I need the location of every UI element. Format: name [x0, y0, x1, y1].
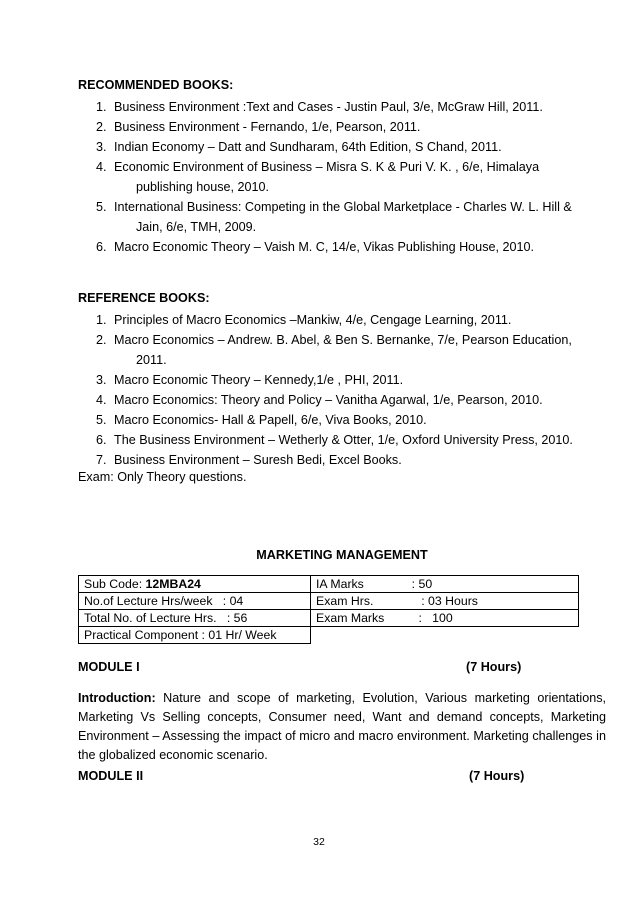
list-item: 3. Indian Economy – Datt and Sundharam, 64th Edition, S Chand, 2011.: [96, 140, 502, 154]
recommended-books-heading: RECOMMENDED BOOKS:: [78, 78, 234, 92]
list-item: 1. Business Environment :Text and Cases - Justin Paul, 3/e, McGraw Hill, 2011.: [96, 100, 543, 114]
module-1-hours: (7 Hours): [466, 660, 522, 674]
page-number: 32: [313, 836, 325, 848]
lecture-hrs-cell: No.of Lecture Hrs/week : 04: [79, 593, 311, 610]
sub-code-value: 12MBA24: [145, 576, 201, 591]
list-item: 4. Macro Economics: Theory and Policy – Vanitha Agarwal, 1/e, Pearson, 2010.: [96, 393, 543, 407]
module-2-title: MODULE II: [78, 769, 144, 783]
intro-text: Nature and scope of marketing, Evolution, Various marketing orientations, Marketing Vs Selling concepts, Consumer need, Want and demand concepts, Marketing Environment – Assessing the impact of micro and macro environment. Marketing challenges in the globalized economic scenario.: [78, 691, 606, 762]
empty-cell: [311, 627, 579, 644]
list-item: 2. Macro Economics – Andrew. B. Abel, & Ben S. Bernanke, 7/e, Pearson Education, 2011.: [96, 333, 572, 367]
recommended-books-list: [96, 97, 607, 257]
total-hrs-cell: Total No. of Lecture Hrs. : 56: [79, 610, 311, 627]
subject-details-table: [78, 575, 579, 644]
sub-code-cell: Sub Code: 12MBA24: [79, 576, 311, 593]
module-1-title: MODULE I: [78, 660, 140, 674]
reference-books-heading: REFERENCE BOOKS:: [78, 291, 210, 305]
list-item: 5. International Business: Competing in the Global Marketplace - Charles W. L. Hill & Jain, 6/e, TMH, 2009.: [96, 200, 572, 234]
exam-marks-cell: Exam Marks : 100: [311, 610, 579, 627]
list-item: 5. Macro Economics- Hall & Papell, 6/e, Viva Books, 2010.: [96, 413, 427, 427]
list-item: 1. Principles of Macro Economics –Mankiw, 4/e, Cengage Learning, 2011.: [96, 313, 512, 327]
practical-cell: Practical Component : 01 Hr/ Week: [79, 627, 311, 644]
exam-note: Exam: Only Theory questions.: [78, 470, 247, 484]
ia-marks-cell: IA Marks : 50: [311, 576, 579, 593]
module-1-content: [78, 689, 606, 765]
list-item: 2. Business Environment - Fernando, 1/e, Pearson, 2011.: [96, 120, 421, 134]
module-2-hours: (7 Hours): [469, 769, 525, 783]
exam-hrs-cell: Exam Hrs. : 03 Hours: [311, 593, 579, 610]
list-item: 7. Business Environment – Suresh Bedi, Excel Books.: [96, 453, 402, 467]
intro-label: Introduction:: [78, 691, 156, 705]
list-item: 6. The Business Environment – Wetherly & Otter, 1/e, Oxford University Press, 2010.: [96, 433, 573, 447]
table-row: [79, 610, 579, 627]
table-row: [79, 593, 579, 610]
list-item: 4. Economic Environment of Business – Misra S. K & Puri V. K. , 6/e, Himalaya publishing house, 2010.: [96, 160, 540, 194]
list-item: 3. Macro Economic Theory – Kennedy,1/e , PHI, 2011.: [96, 373, 404, 387]
table-row: [79, 576, 579, 593]
list-item: 6. Macro Economic Theory – Vaish M. C, 14/e, Vikas Publishing House, 2010.: [96, 240, 535, 254]
reference-books-list: [96, 310, 607, 470]
subject-title: MARKETING MANAGEMENT: [256, 548, 428, 562]
table-row: [79, 627, 579, 644]
